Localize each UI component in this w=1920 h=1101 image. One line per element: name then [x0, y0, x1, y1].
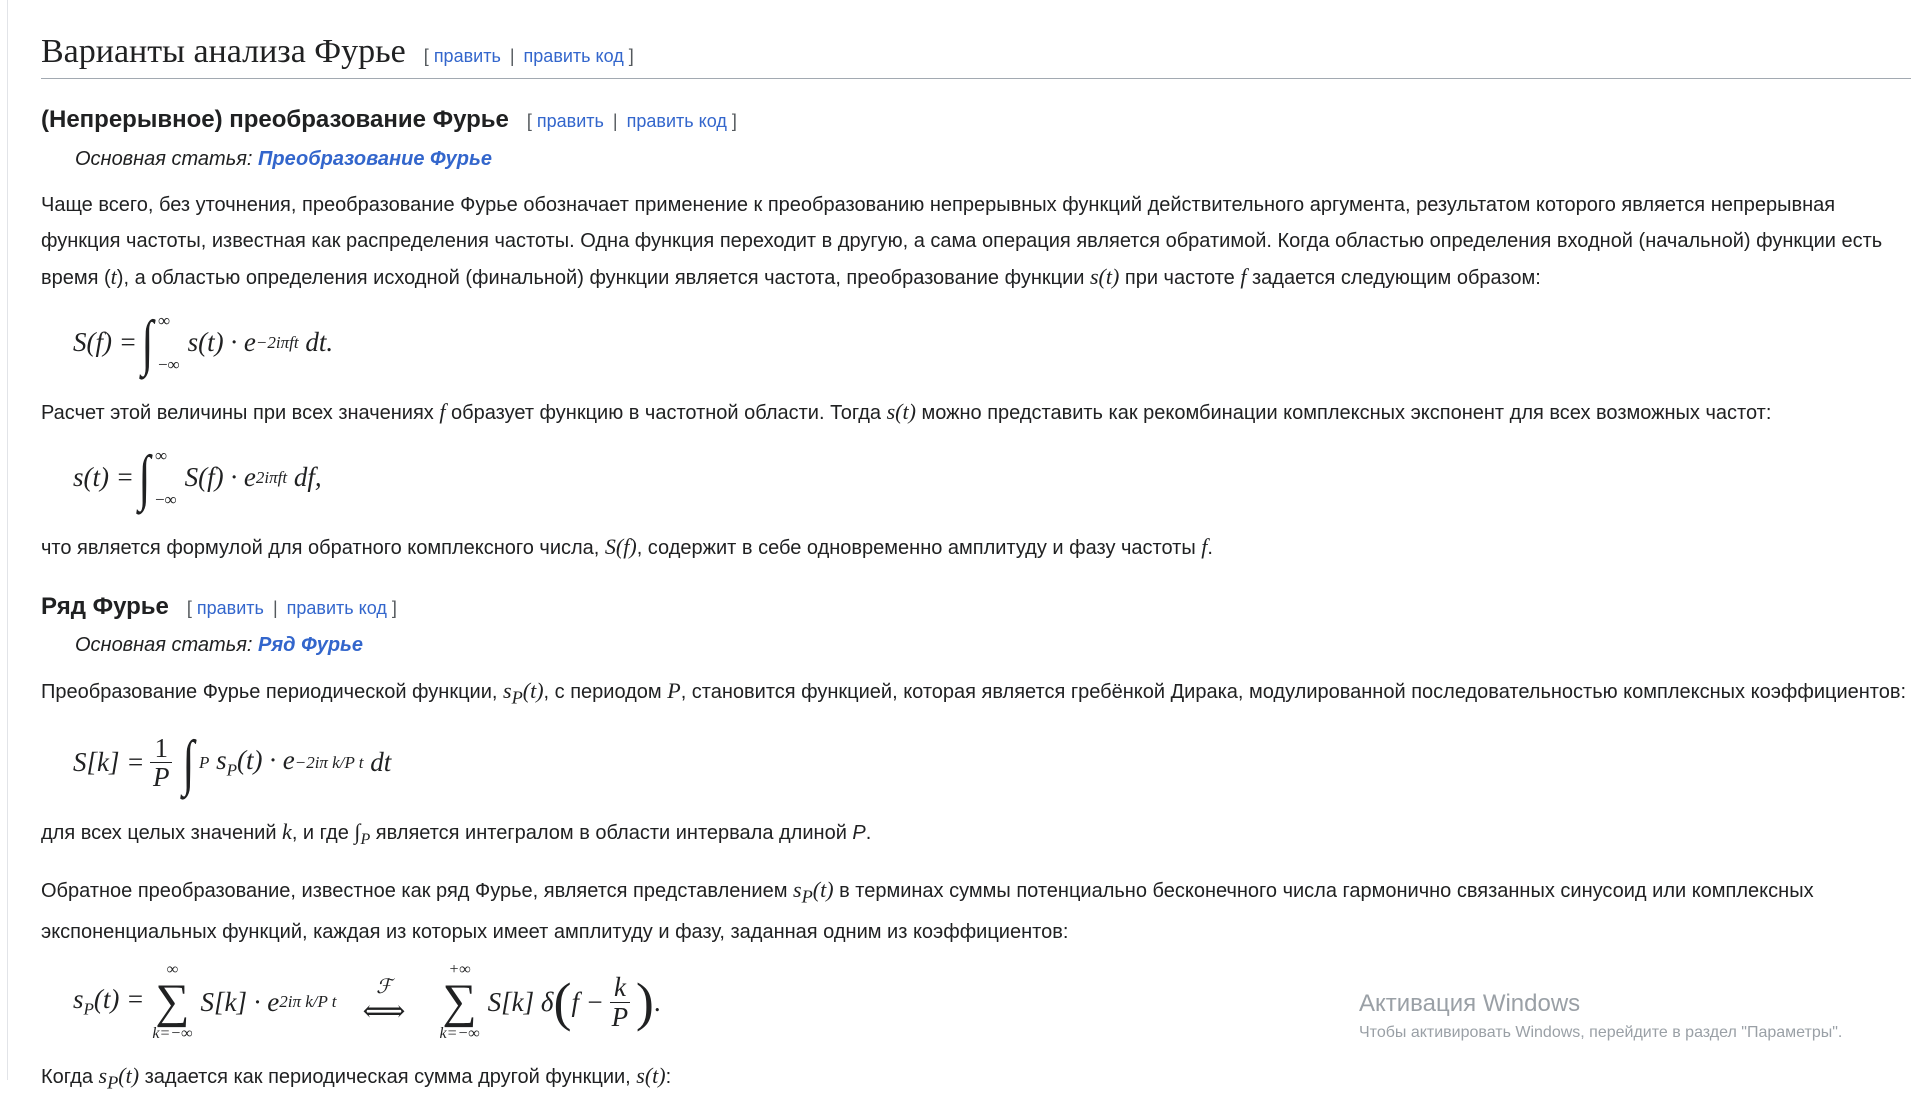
subsection-title: Ряд Фурье: [41, 592, 169, 620]
page-left-border: [7, 0, 8, 1080]
edit-link[interactable]: править: [433, 46, 501, 66]
fraction: $\frac{1}{P}$: [150, 734, 172, 792]
main-article-hatnote: Основная статья: Ряд Фурье: [75, 634, 364, 657]
paragraph: что является формулой для обратного комплексного числа, S(f), содержит в себе одновременно амплитуду и фазу частоты f.: [41, 533, 1213, 559]
subsection-title: (Непрерывное) преобразование Фурье: [41, 106, 509, 134]
main-article-hatnote: Основная статья: Преобразование Фурье: [75, 147, 492, 170]
integral-sign: ∫: [138, 443, 151, 512]
paragraph: Когда $s_P(t)$ задается как периодическая сумма другой функции, s(t):: [41, 1063, 672, 1093]
article-content: [41, 0, 1911, 1101]
formula-fourier-series: $s_P(t)$ = ∞ ∑ k=−∞ S[k] · e 2iπ k/P t ℱ ⟺ +∞ ∑ k=−∞ S[k] δ ( f − $\frac{k}{P}$ ) .: [73, 961, 661, 1043]
integral-sign: ∫: [182, 728, 195, 797]
edit-code-link[interactable]: править код: [286, 597, 387, 618]
formula-fourier-coefficients: S[k] = $\frac{1}{P}$ ∫ P $s_P(t) \cdot e$ −2iπ k/P t dt: [73, 728, 392, 797]
edit-link[interactable]: править: [536, 111, 604, 132]
paragraph: Обратное преобразование, известное как ряд Фурье, является представлением $s_P(t)$ в терминах суммы потенциально бесконечного числа гармонично связанных синусоид или комплексных экспоненциальных функций, каждая из которых имеет амплитуду и фазу, заданная одним из коэффициентов:: [41, 876, 1814, 944]
main-article-link[interactable]: Ряд Фурье: [258, 634, 364, 657]
section-edit-links: [ править | править код ]: [423, 46, 634, 66]
edit-code-link[interactable]: править код: [523, 46, 624, 66]
watermark-title: Активация Windows: [1359, 990, 1581, 1017]
section-title: Варианты анализа Фурье: [41, 33, 406, 70]
subsection-heading-continuous: [41, 103, 1911, 137]
main-article-link[interactable]: Преобразование Фурье: [258, 147, 492, 170]
paragraph: Чаще всего, без уточнения, преобразование Фурье обозначает применение к преобразованию непрерывных функций действительного аргумента, результатом которого является непрерывная функция частоты, известная как распределения частоты. Одна функция переходит в другую, а сама операция является обратимой. Когда областью определения входной (начальной) функции есть время (t), а областью определения исходной (финальной) функции является частота, преобразование функции s(t) при частоте f задается следующим образом:: [41, 193, 1883, 289]
formula-inverse-transform: s(t) = ∫ ∞ −∞ S(f) · e 2iπft df,: [73, 443, 322, 512]
summation: +∞ ∑ k=−∞: [439, 961, 480, 1043]
watermark-subtitle: Чтобы активировать Windows, перейдите в раздел "Параметры".: [1359, 1024, 1843, 1041]
integral-sign: ∫: [141, 308, 154, 377]
edit-link[interactable]: править: [196, 597, 264, 618]
fourier-equivalence-arrow: ℱ ⟺: [362, 976, 406, 1029]
fraction: $\frac{k}{P}$: [611, 972, 629, 1032]
edit-code-link[interactable]: править код: [626, 111, 727, 132]
formula-fourier-transform: S(f) = ∫ ∞ −∞ s(t) · e −2iπft dt.: [73, 308, 334, 377]
section-heading: [41, 30, 1911, 79]
summation: ∞ ∑ k=−∞: [152, 961, 193, 1043]
paragraph: Преобразование Фурье периодической функции, $s_P(t)$, с периодом P, становится функцией, которая является гребёнкой Дирака, модулированной последовательностью комплексных коэффициентов:: [41, 678, 1907, 708]
paragraph: для всех целых значений k, и где $\int_P$ является интегралом в области интервала длиной P.: [41, 818, 872, 848]
paragraph: Расчет этой величины при всех значениях f образует функцию в частотной области. Тогда s(t) можно представить как рекомбинации комплексных экспонент для всех возможных частот:: [41, 398, 1772, 424]
subsection-heading-series: [41, 590, 1911, 624]
subsection-edit-links: [ править | править код ]: [186, 597, 397, 618]
subsection-edit-links: [ править | править код ]: [526, 111, 737, 132]
